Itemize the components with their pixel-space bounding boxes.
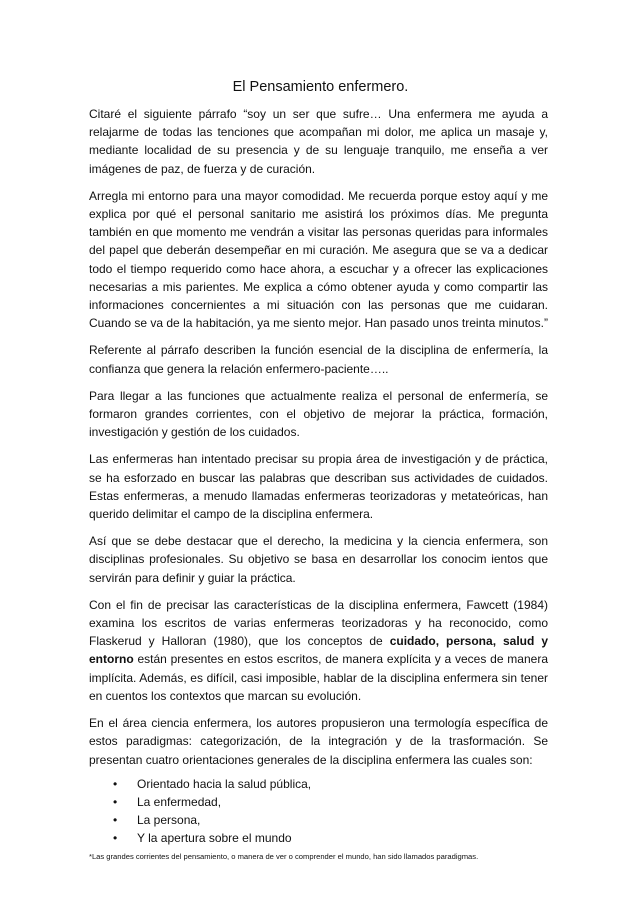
list-item	[113, 775, 548, 793]
bullet-icon: •	[113, 794, 118, 809]
paragraph-fawcett-concepts: cuidado, persona, salud y entorno	[89, 634, 549, 667]
paragraph-disciplines: Así que se debe destacar que el derecho, la medicina y la ciencia enfermera, son disciplinas profesionales. Su objetivo se basa en desarrollar los conocim ientos que servirán para definir y guiar la práctica.	[89, 534, 548, 585]
footnote: *Las grandes corrientes del pensamiento, o manera de ver o comprender el mundo, han sido llamados paradigmas.	[89, 851, 479, 861]
list-item-text: La enfermedad,	[137, 794, 222, 809]
document-page	[89, 78, 548, 862]
paragraph-reference: Referente al párrafo describen la función esencial de la disciplina de enfermería, la confianza que genera la relación enfermero-paciente…..	[89, 343, 548, 376]
paragraph-functions: Para llegar a las funciones que actualmente realiza el personal de enfermería, se formaron grandes corrientes, con el objetivo de mejorar la práctica, formación, investigación y gestión de los cuidados.	[89, 388, 548, 440]
paragraph-fawcett	[89, 596, 548, 705]
paragraph-paradigms: En el área ciencia enfermera, los autores propusieron una termología específica de estos paradigmas: categorización, de la integración y de la trasformación. Se presentan cuatro orientaciones generales de la disciplina enfermera las cuales son:	[89, 716, 548, 767]
paragraph-fawcett-start: Con el fin de precisar las características de la disciplina enfermera, Fawcett (1984) examina los escritos de varias enfermeras teorizadoras y ha reconocido, como Flaskerud y Halloran (1980), que los conceptos de	[89, 597, 548, 649]
bullet-icon: •	[113, 831, 118, 846]
paragraph-quote-continued: Arregla mi entorno para una mayor comodidad. Me recuerda porque estoy aquí y me explica por qué el personal sanitario me asistirá los próximos días. Me pregunta también en que momento me vendrán a visitar las personas queridas para informales del papel que deberán desempeñar en mi curación. Me asegura que se va a dedicar todo el tiempo requerido como hace ahora, a escuchar y a ofrecer las explicaciones necesarias a mis parientes. Me explica a cómo obtener ayuda y como compartir las informaciones concernientes a mi situación con las personas que me cuidaran. Cuando se va de la habitación, ya me siento mejor. Han pasado unos treinta minutos.”	[89, 188, 548, 331]
bullet-icon: •	[113, 813, 118, 828]
document-title: El Pensamiento enfermero.	[232, 79, 409, 95]
list-item	[113, 793, 548, 811]
list-item-text: Y la apertura sobre el mundo	[137, 831, 292, 846]
list-item	[113, 829, 548, 847]
paragraph-quote-intro: Citaré el siguiente párrafo “soy un ser que sufre… Una enfermera me ayuda a relajarme de todas las tenciones que acompañan mi dolor, me aplica un masaje y, mediante localidad de su presencia y de su lenguaje tranquilo, me enseña a ver imágenes de paz, de fuerza y de curación.	[89, 107, 548, 176]
list-item	[113, 811, 548, 829]
orientations-list	[89, 775, 548, 848]
paragraph-fawcett-end: están presentes en estos escritos, de manera explícita y a veces de manera implícita. Además, es difícil, casi imposible, hablar de la disciplina enfermera sin tener en cuentos los contextos que marcan su evolución.	[89, 652, 548, 703]
bullet-icon: •	[113, 776, 118, 791]
list-item-text: Orientado hacia la salud pública,	[137, 776, 312, 791]
paragraph-nurses-research: Las enfermeras han intentado precisar su propia área de investigación y de práctica, se ha esforzado en buscar las palabras que describan sus actividades de cuidados. Estas enfermeras, a menudo llamadas enfermeras teorizadoras y metateóricas, han querido delimitar el campo de la disciplina enfermera.	[89, 452, 548, 522]
list-item-text: La persona,	[137, 813, 201, 828]
